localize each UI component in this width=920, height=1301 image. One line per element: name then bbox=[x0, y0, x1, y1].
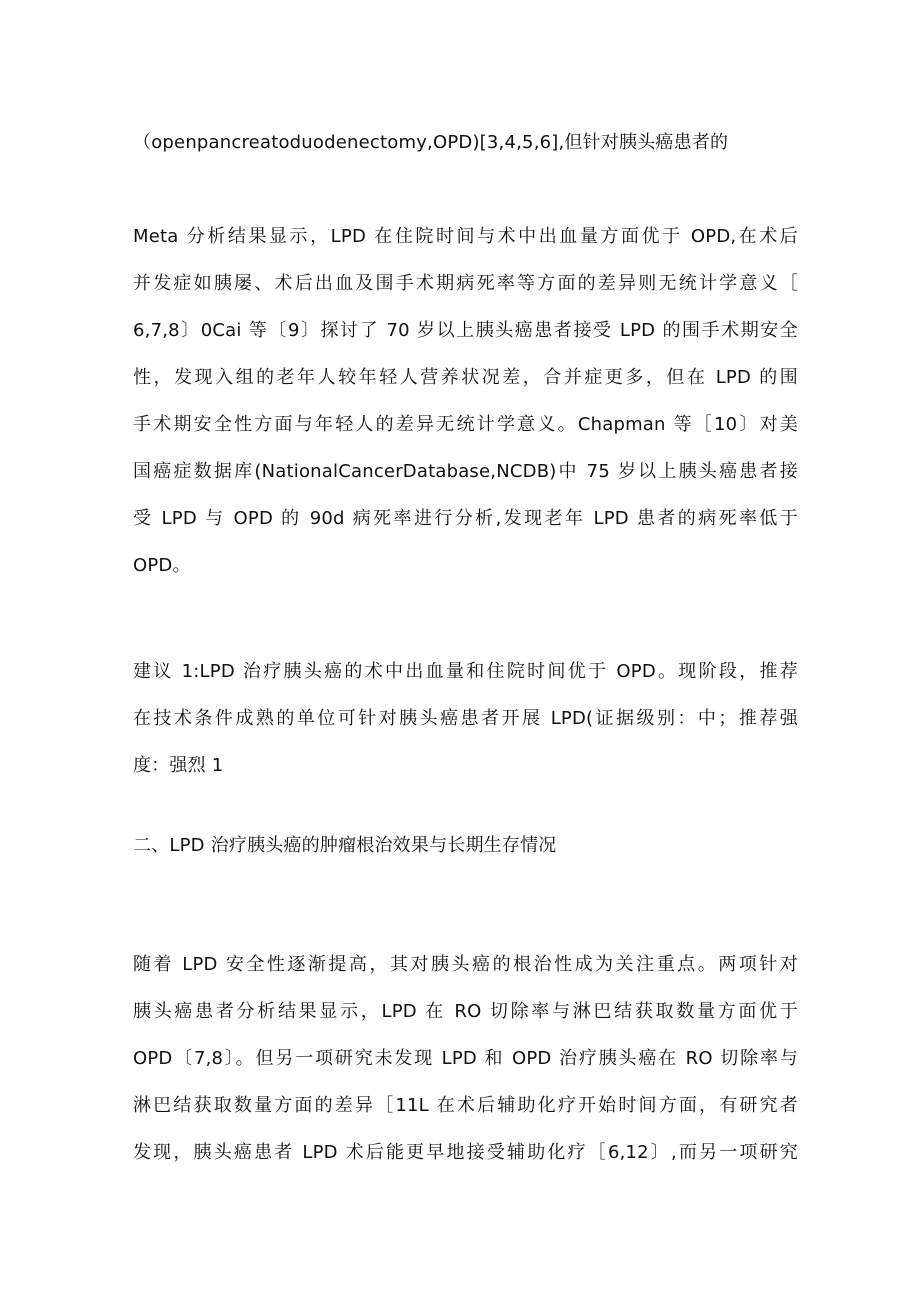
text-line: 在技术条件成熟的单位可针对胰头癌患者开展 LPD(证据级别：中；推荐强 bbox=[133, 708, 798, 729]
text-line: 淋巴结获取数量方面的差异［11L 在术后辅助化疗开始时间方面，有研究者 bbox=[133, 1095, 798, 1116]
section-heading bbox=[133, 822, 798, 869]
text-line: 胰头癌患者分析结果显示，LPD 在 RO 切除率与淋巴结获取数量方面优于 bbox=[133, 1001, 798, 1022]
paragraph-radical-cure bbox=[133, 941, 798, 1176]
text-line: 手术期安全性方面与年轻人的差异无统计学意义。Chapman 等［10〕对美 bbox=[133, 414, 798, 435]
text-line: 受 LPD 与 OPD 的 90d 病死率进行分析,发现老年 LPD 患者的病死率低于 bbox=[133, 508, 798, 529]
text-line: 发现，胰头癌患者 LPD 术后能更早地接受辅助化疗［6,12〕,而另一项研究 bbox=[133, 1142, 798, 1163]
text-line: 建议 1:LPD 治疗胰头癌的术中出血量和住院时间优于 OPD。现阶段，推荐 bbox=[133, 661, 798, 682]
text-line: Meta 分析结果显示，LPD 在住院时间与术中出血量方面优于 OPD,在术后 bbox=[133, 226, 798, 247]
text-line: 随着 LPD 安全性逐渐提高，其对胰头癌的根治性成为关注重点。两项针对 bbox=[133, 954, 798, 975]
text-line: 并发症如胰屡、术后出血及围手术期病死率等方面的差异则无统计学意义［ bbox=[133, 273, 798, 294]
paragraph-intro-fragment bbox=[133, 119, 798, 166]
heading-text: 二、LPD 治疗胰头癌的肿瘤根治效果与长期生存情况 bbox=[133, 835, 557, 856]
text-line: OPD。 bbox=[133, 555, 191, 576]
text-line: OPD〔7,8〕。但另一项研究未发现 LPD 和 OPD 治疗胰头癌在 RO 切除率与 bbox=[133, 1048, 798, 1069]
text-line: 6,7,8〕0Cai 等〔9〕探讨了 70 岁以上胰头癌患者接受 LPD 的围手术期安全 bbox=[133, 320, 798, 341]
text-line: 度：强烈 1 bbox=[133, 755, 224, 776]
text-line: 国癌症数据库(NationalCancerDatabase,NCDB)中 75 岁以上胰头癌患者接 bbox=[133, 461, 798, 482]
paragraph-meta-analysis bbox=[133, 213, 798, 589]
paragraph-recommendation-1 bbox=[133, 648, 798, 789]
text-line: （openpancreatoduodenectomy,OPD)[3,4,5,6],但针对胰头癌患者的 bbox=[133, 132, 729, 153]
text-line: 性，发现入组的老年人较年轻人营养状况差，合并症更多，但在 LPD 的围 bbox=[133, 367, 798, 388]
